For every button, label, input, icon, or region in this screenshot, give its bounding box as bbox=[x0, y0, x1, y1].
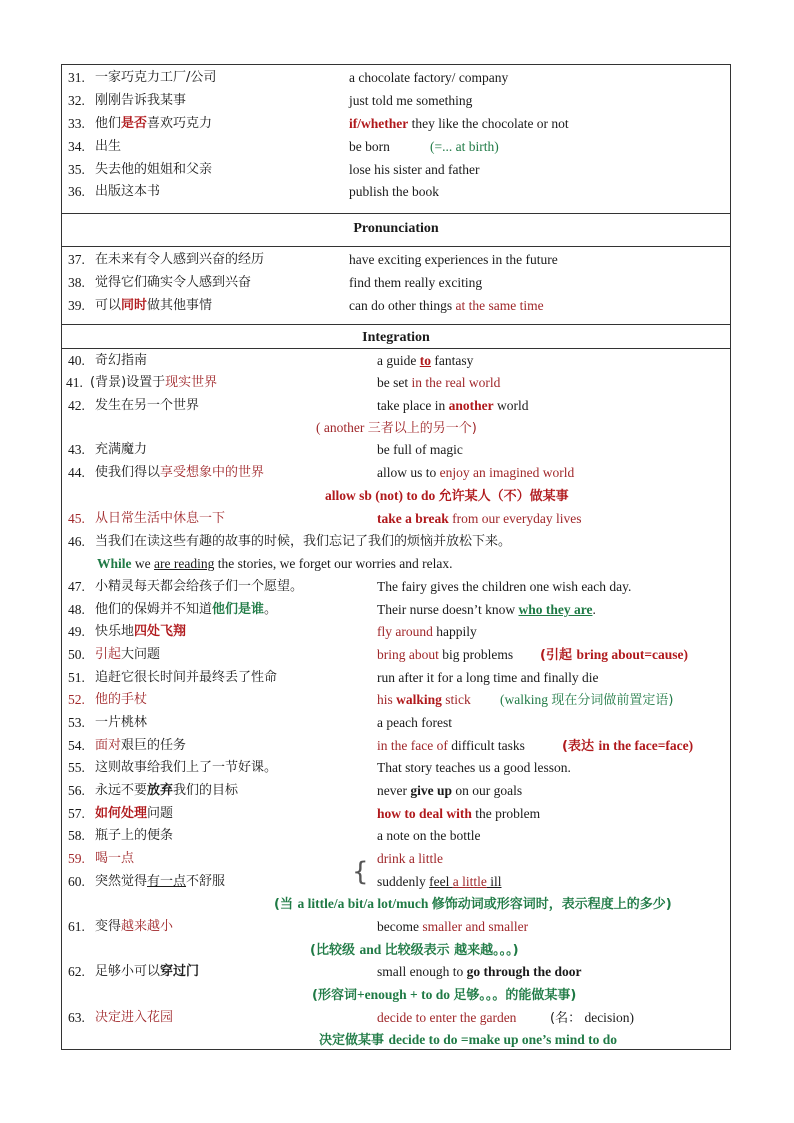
chinese-text: 出生 bbox=[95, 139, 122, 154]
row-45 bbox=[62, 508, 730, 530]
row-number: 45. bbox=[68, 511, 85, 526]
grammar-note: (walking 现在分词做前置定语) bbox=[500, 692, 674, 708]
english-text: suddenly feel a little ill bbox=[377, 874, 502, 889]
english-text: a guide to fantasy bbox=[377, 353, 474, 368]
row-63 bbox=[62, 1007, 730, 1029]
row-number: 33. bbox=[68, 116, 85, 131]
row-number: 59. bbox=[68, 851, 85, 866]
english-text: a note on the bottle bbox=[377, 828, 481, 843]
grammar-note-61: (比较级 and 比较级表示 越来越。。。) bbox=[310, 942, 519, 958]
row-number: 47. bbox=[68, 579, 85, 594]
chinese-text: 他的手杖 bbox=[95, 692, 148, 707]
english-text: Their nurse doesn’t know who they are. bbox=[377, 602, 596, 617]
english-text: never give up on our goals bbox=[377, 783, 523, 798]
chinese-text: 一家巧克力工厂/公司 bbox=[95, 70, 217, 85]
english-text: take place in another world bbox=[377, 398, 529, 413]
row-49 bbox=[62, 621, 730, 643]
chinese-text: 他们是否喜欢巧克力 bbox=[95, 116, 213, 131]
english-text: be set in the real world bbox=[377, 375, 501, 390]
chinese-text: 永远不要放弃我们的目标 bbox=[95, 783, 239, 798]
row-number: 57. bbox=[68, 806, 85, 821]
english-text: publish the book bbox=[349, 184, 439, 199]
row-50 bbox=[62, 644, 730, 666]
chinese-text: 决定进入花园 bbox=[95, 1010, 174, 1025]
row-number: 37. bbox=[68, 252, 85, 267]
row-number: 58. bbox=[68, 828, 85, 843]
english-text: find them really exciting bbox=[349, 275, 483, 290]
english-text: how to deal with the problem bbox=[377, 806, 541, 821]
english-text: small enough to go through the door bbox=[377, 964, 582, 979]
english-text: can do other things at the same time bbox=[349, 298, 544, 313]
english-text: just told me something bbox=[349, 93, 473, 108]
chinese-text: 使我们得以享受想象中的世界 bbox=[95, 465, 265, 480]
english-text: take a break from our everyday lives bbox=[377, 511, 582, 526]
row-46 bbox=[62, 531, 730, 553]
chinese-text: 变得越来越小 bbox=[95, 919, 174, 934]
row-number: 51. bbox=[68, 670, 85, 685]
grammar-note: (表达 in the face=face) bbox=[562, 738, 694, 754]
chinese-text: 一片桃林 bbox=[95, 715, 148, 730]
english-text: lose his sister and father bbox=[349, 162, 480, 177]
row-39 bbox=[62, 295, 730, 317]
chinese-text: 足够小可以穿过门 bbox=[95, 964, 200, 979]
grammar-note-42: ( another 三者以上的另一个) bbox=[316, 420, 477, 436]
row-36 bbox=[62, 181, 730, 203]
chinese-text: 瓶子上的便条 bbox=[95, 828, 174, 843]
row-46-english bbox=[62, 553, 730, 575]
english-text: fly around happily bbox=[377, 624, 477, 639]
row-53 bbox=[62, 712, 730, 734]
chinese-text: 当我们在读这些有趣的故事的时候，我们忘记了我们的烦恼并放松下来。 bbox=[95, 534, 512, 549]
chinese-text: 失去他的姐姐和父亲 bbox=[95, 162, 213, 177]
row-number: 52. bbox=[68, 692, 85, 707]
english-text: run after it for a long time and finally die bbox=[377, 670, 599, 685]
row-57 bbox=[62, 803, 730, 825]
chinese-text: 发生在另一个世界 bbox=[95, 398, 200, 413]
row-number: 50. bbox=[68, 647, 85, 662]
row-48 bbox=[62, 599, 730, 621]
row-52 bbox=[62, 689, 730, 711]
row-number: 46. bbox=[68, 534, 85, 549]
row-number: 61. bbox=[68, 919, 85, 934]
row-number: 54. bbox=[68, 738, 85, 753]
chinese-text: 小精灵每天都会给孩子们一个愿望。 bbox=[95, 579, 304, 594]
row-61 bbox=[62, 916, 730, 938]
row-number: 62. bbox=[68, 964, 85, 979]
row-51 bbox=[62, 667, 730, 689]
grammar-note: (引起 bring about=cause) bbox=[540, 647, 689, 663]
english-text: allow us to enjoy an imagined world bbox=[377, 465, 575, 480]
english-text: drink a little bbox=[377, 851, 443, 866]
chinese-text: 快乐地四处飞翔 bbox=[95, 624, 187, 639]
word-form-note: (名： decision) bbox=[550, 1010, 634, 1026]
row-number: 55. bbox=[68, 760, 85, 775]
row-32 bbox=[62, 90, 730, 112]
row-number: 53. bbox=[68, 715, 85, 730]
section-header-pronunciation: Pronunciation bbox=[62, 213, 730, 247]
row-54 bbox=[62, 735, 730, 757]
row-number: 32. bbox=[68, 93, 85, 108]
chinese-text: 奇幻指南 bbox=[95, 353, 148, 368]
chinese-text: 觉得它们确实令人感到兴奋 bbox=[95, 275, 252, 290]
row-number: 35. bbox=[68, 162, 85, 177]
row-number: 49. bbox=[68, 624, 85, 639]
english-text: be born bbox=[349, 139, 390, 154]
chinese-text: 追赶它很长时间并最终丢了性命 bbox=[95, 670, 278, 685]
row-38 bbox=[62, 272, 730, 294]
chinese-text: 如何处理问题 bbox=[95, 806, 174, 821]
grammar-note-44: allow sb (not) to do 允许某人（不）做某事 bbox=[325, 488, 569, 504]
row-41 bbox=[62, 372, 730, 394]
english-text: in the face of difficult tasks bbox=[377, 738, 525, 753]
english-text: While we are reading the stories, we forget our worries and relax. bbox=[97, 556, 453, 571]
row-42 bbox=[62, 395, 730, 417]
row-number: 36. bbox=[68, 184, 85, 199]
row-40 bbox=[62, 350, 730, 372]
row-47 bbox=[62, 576, 730, 598]
english-text: become smaller and smaller bbox=[377, 919, 529, 934]
english-text: decide to enter the garden bbox=[377, 1010, 517, 1025]
chinese-text: 这则故事给我们上了一节好课。 bbox=[95, 760, 278, 775]
english-text: a chocolate factory/ company bbox=[349, 70, 509, 85]
grammar-note-62: (形容词+enough + to do 足够。。。的能做某事) bbox=[312, 987, 577, 1003]
chinese-text: 刚刚告诉我某事 bbox=[95, 93, 187, 108]
english-text: be full of magic bbox=[377, 442, 463, 457]
grammar-note: (=... at birth) bbox=[430, 139, 499, 154]
row-number: 40. bbox=[68, 353, 85, 368]
chinese-text: 喝一点 bbox=[95, 851, 135, 866]
chinese-text: 出版这本书 bbox=[95, 184, 161, 199]
row-31 bbox=[62, 67, 730, 89]
row-44 bbox=[62, 462, 730, 484]
chinese-text: 充满魔力 bbox=[95, 442, 148, 457]
chinese-text: 面对艰巨的任务 bbox=[95, 738, 187, 753]
english-text: his walking stick bbox=[377, 692, 471, 707]
row-55 bbox=[62, 757, 730, 779]
row-number: 31. bbox=[68, 70, 85, 85]
section-header-integration: Integration bbox=[62, 324, 730, 349]
english-text: have exciting experiences in the future bbox=[349, 252, 558, 267]
row-33 bbox=[62, 113, 730, 135]
row-number: 43. bbox=[68, 442, 85, 457]
row-number: 34. bbox=[68, 139, 85, 154]
chinese-text: 引起大问题 bbox=[95, 647, 161, 662]
grammar-note-60: (当 a little/a bit/a lot/much 修饰动词或形容词时，表示程度上的多少) bbox=[274, 896, 672, 912]
row-56 bbox=[62, 780, 730, 802]
chinese-text: 他们的保姆并不知道他们是谁。 bbox=[95, 602, 278, 617]
chinese-text: 在未来有令人感到兴奋的经历 bbox=[95, 252, 265, 267]
chinese-text: 可以同时做其他事情 bbox=[95, 298, 213, 313]
row-number: 44. bbox=[68, 465, 85, 480]
row-number: 60. bbox=[68, 874, 85, 889]
row-43 bbox=[62, 439, 730, 461]
english-text: if/whether they like the chocolate or not bbox=[349, 116, 569, 131]
chinese-text: 从日常生活中休息一下 bbox=[95, 511, 226, 526]
row-number: 56. bbox=[68, 783, 85, 798]
english-text: bring about big problems bbox=[377, 647, 514, 662]
row-34 bbox=[62, 136, 730, 158]
english-text: The fairy gives the children one wish each day. bbox=[377, 579, 632, 594]
grammar-note-63: 决定做某事 decide to do =make up one’s mind to do bbox=[319, 1032, 617, 1048]
english-text: That story teaches us a good lesson. bbox=[377, 760, 571, 775]
brace-bracket: { bbox=[352, 857, 369, 887]
row-number: 42. bbox=[68, 398, 85, 413]
row-62 bbox=[62, 961, 730, 983]
row-number: 39. bbox=[68, 298, 85, 313]
row-59 bbox=[62, 848, 730, 870]
chinese-text: 突然觉得有一点不舒服 bbox=[95, 874, 226, 889]
vocabulary-table bbox=[61, 64, 731, 1050]
row-number: 41. bbox=[66, 375, 83, 390]
chinese-text: (背景)设置于现实世界 bbox=[90, 375, 218, 390]
row-58 bbox=[62, 825, 730, 847]
row-number: 63. bbox=[68, 1010, 85, 1025]
row-35 bbox=[62, 159, 730, 181]
row-number: 38. bbox=[68, 275, 85, 290]
row-37 bbox=[62, 249, 730, 271]
english-text: a peach forest bbox=[377, 715, 452, 730]
row-number: 48. bbox=[68, 602, 85, 617]
row-60 bbox=[62, 871, 730, 893]
